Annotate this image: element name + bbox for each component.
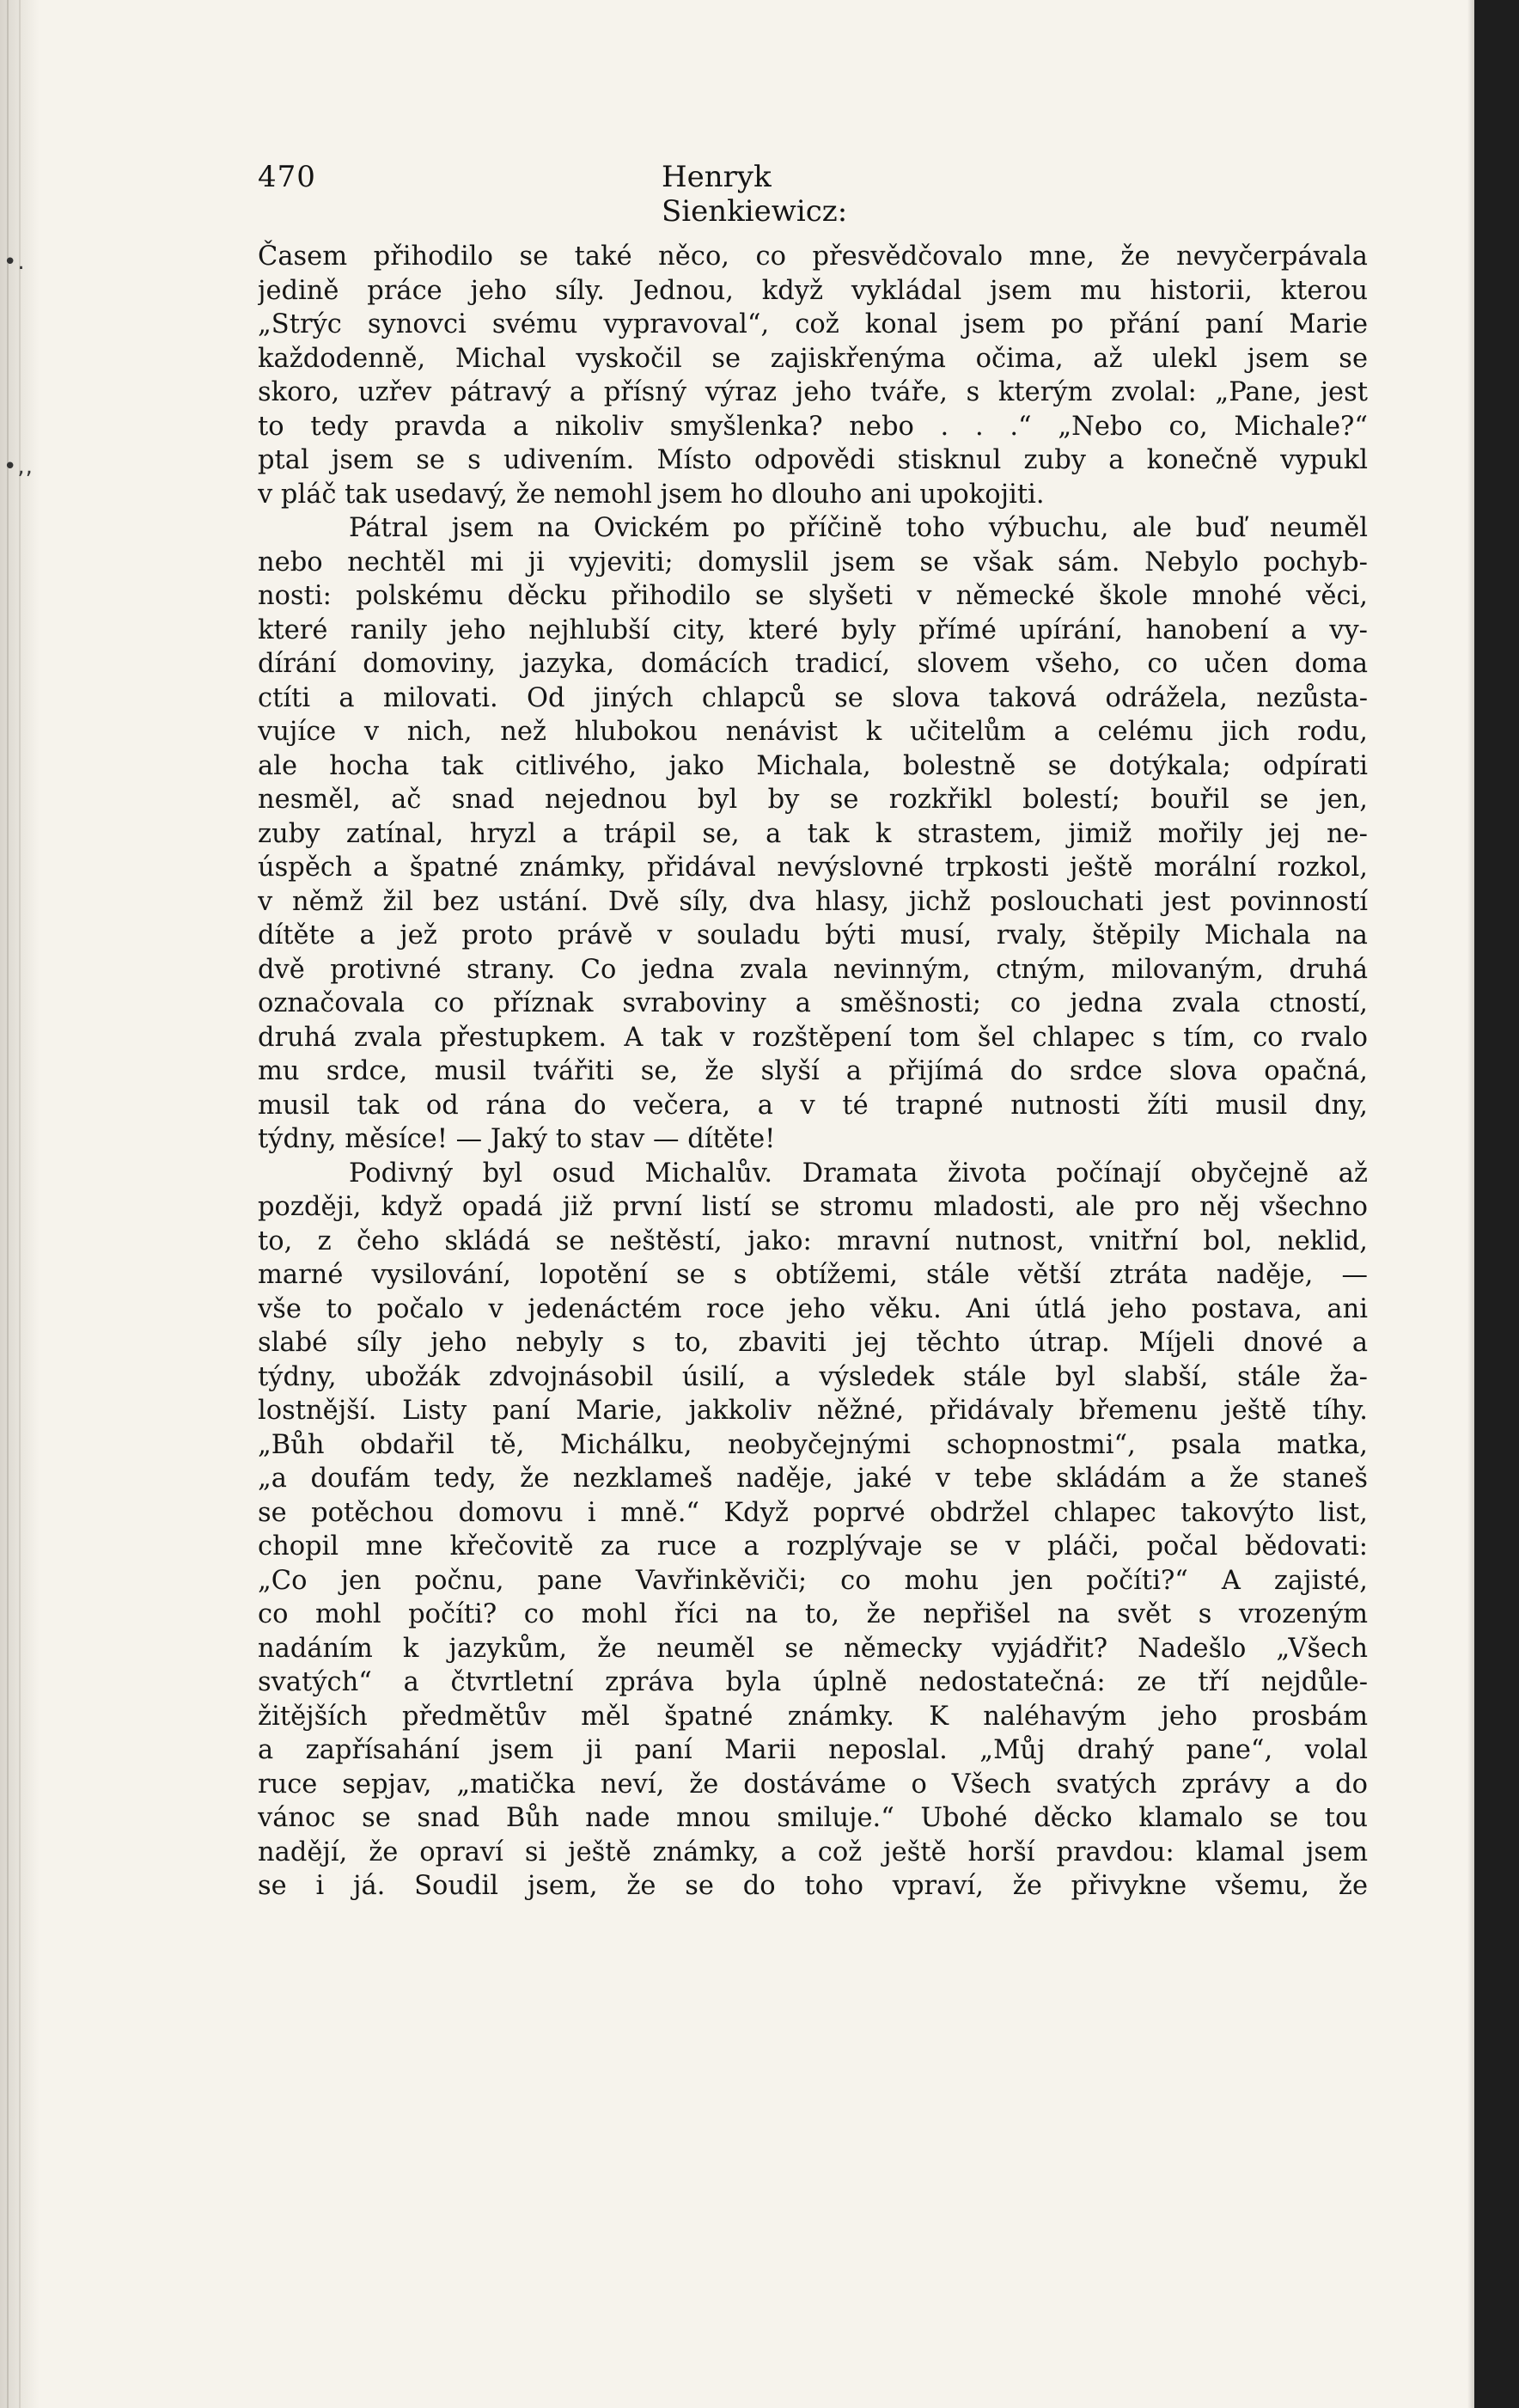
- text-line: označovala co příznak svraboviny a směšnosti; co jedna zvala ctností,: [258, 988, 1368, 1018]
- text-line: ptal jsem se s udivením. Místo odpovědi stisknul zuby a konečně vypukl: [258, 445, 1368, 475]
- text-line: ctíti a milovati. Od jiných chlapců se slova taková odrážela, nezůsta-: [258, 682, 1368, 713]
- text-line: mu srdce, musil tvářiti se, že slyší a přijímá do srdce slova opačná,: [258, 1056, 1368, 1086]
- text-line: zuby zatínal, hryzl a trápil se, a tak k strastem, jimiž mořily jej ne-: [258, 818, 1368, 849]
- text-line: slabé síly jeho nebyly s to, zbaviti jej těchto útrap. Míjeli dnové a: [258, 1328, 1368, 1358]
- text-line: Podivný byl osud Michalův. Dramata života počínají obyčejně až: [349, 1158, 1368, 1189]
- text-line: chopil mne křečovitě za ruce a rozplývaje se v pláči, počal bědovati:: [258, 1531, 1368, 1562]
- binding-line: [19, 0, 21, 2408]
- text-line: vujíce v nich, než hlubokou nenávist k učitelům a celému jich rodu,: [258, 717, 1368, 747]
- text-line: „Strýc synovci svému vypravoval“, což konal jsem po přání paní Marie: [258, 309, 1368, 339]
- text-line: skoro, uzřev pátravý a přísný výraz jeho tváře, s kterým zvolal: „Pane, jest: [258, 377, 1368, 407]
- text-line: každodenně, Michal vyskočil se zajiskřenýma očima, až ulekl jsem se: [258, 343, 1368, 374]
- margin-mark-lower: •,,: [3, 454, 34, 480]
- text-line: se i já. Soudil jsem, že se do toho vpraví, že přivykne všemu, že: [258, 1871, 1368, 1901]
- text-line: a zapřísahání jsem ji paní Marii neposlal. „Můj drahý pane“, volal: [258, 1735, 1368, 1765]
- text-line: vánoc se snad Bůh nade mnou smiluje.“ Ubohé děcko klamalo se tou: [258, 1803, 1368, 1833]
- text-line: ale hocha tak citlivého, jako Michala, bolestně se dotýkala; odpírati: [258, 750, 1368, 781]
- text-line: které ranily jeho nejhlubší city, které byly přímé upírání, hanobení a vy-: [258, 614, 1368, 645]
- text-line: v němž žil bez ustání. Dvě síly, dva hlasy, jichž poslouchati jest povinností: [258, 886, 1368, 917]
- running-head: [258, 160, 962, 229]
- binding-line: [7, 0, 9, 2408]
- text-line: svatých“ a čtvrtletní zpráva byla úplně nedostatečná: ze tří nejdůle-: [258, 1667, 1368, 1697]
- text-line: marné vysilování, lopotění se s obtížemi, stále větší ztráta naděje, —: [258, 1260, 1368, 1290]
- text-line: „Co jen počnu, pane Vavřinkěviči; co mohu jen počíti?“ A zajisté,: [258, 1565, 1368, 1596]
- text-line: musil tak od rána do večera, a v té trapné nutnosti žíti musil dny,: [258, 1090, 1368, 1121]
- text-line: nosti: polskému děcku přihodilo se slyšeti v německé škole mnohé věci,: [258, 581, 1368, 611]
- text-line: nadějí, že opraví si ještě známky, a což ještě horší pravdou: klamal jsem: [258, 1837, 1368, 1867]
- text-line: týdny, měsíce! — Jaký to stav — dítěte!: [258, 1124, 776, 1154]
- text-line: ruce sepjav, „matička neví, že dostáváme o Všech svatých zprávy a do: [258, 1769, 1368, 1800]
- text-line: nadáním k jazykům, že neuměl se německy vyjádřit? Nadešlo „Všech: [258, 1633, 1368, 1664]
- text-line: v pláč tak usedavý, že nemohl jsem ho dlouho ani upokojiti.: [258, 479, 1045, 510]
- text-line: „Bůh obdařil tě, Michálku, neobyčejnými schopnostmi“, psala matka,: [258, 1429, 1368, 1460]
- text-line: vše to počalo v jedenáctém roce jeho věku. Ani útlá jeho postava, ani: [258, 1293, 1368, 1324]
- body-text: [258, 240, 1368, 1904]
- page-number: 470: [258, 160, 316, 194]
- page-edge: [1467, 0, 1474, 2408]
- text-line: nebo nechtěl mi ji vyjeviti; domyslil jsem se však sám. Nebylo pochyb-: [258, 547, 1368, 578]
- margin-mark-upper: •.: [3, 249, 26, 275]
- text-line: Časem přihodilo se také něco, co přesvědčovalo mne, že nevyčerpávala: [258, 241, 1368, 272]
- text-line: Pátral jsem na Ovickém po příčině toho výbuchu, ale buď neuměl: [349, 513, 1368, 543]
- running-title: Henryk Sienkiewicz:: [662, 160, 848, 229]
- text-line: týdny, ubožák zdvojnásobil úsilí, a výsledek stále byl slabší, stále ža-: [258, 1361, 1368, 1392]
- text-line: lostnější. Listy paní Marie, jakkoliv něžné, přidávaly břemenu ještě tíhy.: [258, 1396, 1368, 1426]
- text-line: později, když opadá již první listí se stromu mladosti, ale pro něj všechno: [258, 1192, 1368, 1222]
- text-line: co mohl počíti? co mohl říci na to, že nepřišel na svět s vrozeným: [258, 1599, 1368, 1629]
- text-line: dítěte a jež proto právě v souladu býti musí, rvaly, štěpily Michala na: [258, 920, 1368, 950]
- text-line: dvě protivné strany. Co jedna zvala nevinným, ctným, milovaným, druhá: [258, 954, 1368, 985]
- text-line: úspěch a špatné známky, přidával nevýslovné trpkosti ještě morální rozkol,: [258, 853, 1368, 883]
- text-line: dírání domoviny, jazyka, domácích tradicí, slovem všeho, co učen doma: [258, 649, 1368, 679]
- text-line: to tedy pravda a nikoliv smyšlenka? nebo . . .“ „Nebo co, Michale?“: [258, 411, 1368, 442]
- text-line: „a doufám tedy, že nezklameš naděje, jaké v tebe skládám a že staneš: [258, 1464, 1368, 1494]
- text-line: se potěchou domovu i mně.“ Když poprvé obdržel chlapec takovýto list,: [258, 1497, 1368, 1528]
- text-line: žitějších předmětův měl špatné známky. K naléhavým jeho prosbám: [258, 1701, 1368, 1732]
- text-line: to, z čeho skládá se neštěstí, jako: mravní nutnost, vnitřní bol, neklid,: [258, 1225, 1368, 1256]
- text-line: jedině práce jeho síly. Jednou, když vykládal jsem mu historii, kterou: [258, 275, 1368, 306]
- text-line: nesměl, ač snad nejednou byl by se rozkřikl bolestí; bouřil se jen,: [258, 785, 1368, 815]
- text-line: druhá zvala přestupkem. A tak v rozštěpení tom šel chlapec s tím, co rvalo: [258, 1022, 1368, 1053]
